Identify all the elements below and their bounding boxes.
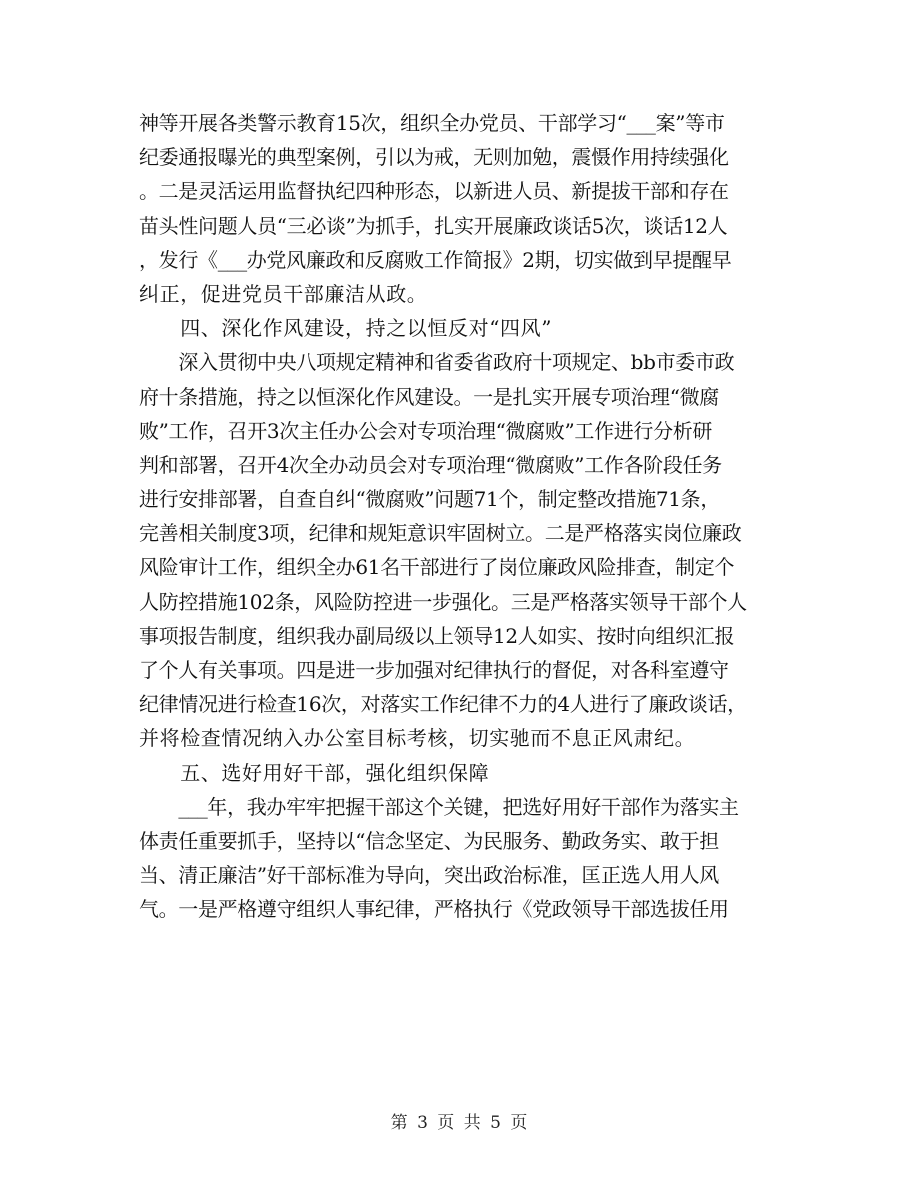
text-line: ，发行《___办党风廉政和反腐败工作简报》2期，切实做到早提醒早 [139,247,732,272]
text-line: 纪委通报曝光的典型案例，引以为戒，无则加勉，震慑作用持续强化 [139,145,729,170]
body-text [139,106,789,927]
text-line: 风险审计工作，组织全办61名干部进行了岗位廉政风险排查，制定个 [139,555,735,580]
text-line: 进行安排部署，自查自纠“微腐败”问题71个，制定整改措施71条， [139,487,721,512]
text-line: ___年，我办牢牢把握干部这个关键，把选好用好干部作为落实主 [139,794,739,819]
text-line: 神等开展各类警示教育15次，组织全办党员、干部学习“___案”等市 [139,111,725,135]
text-line: 纠正，促进党员干部廉洁从政。 [139,281,428,306]
text-line: 完善相关制度3项，纪律和规矩意识牢固树立。二是严格落实岗位廉政 [139,521,742,546]
text-line: 判和部署，召开4次全办动员会对专项治理“微腐败”工作各阶段任务 [139,452,722,477]
text-line: 了个人有关事项。四是进一步加强对纪律执行的督促，对各科室遵守 [139,658,729,682]
text-line: 五、选好用好干部，强化组织保障 [139,760,490,785]
text-line: 事项报告制度，组织我办副局级以上领导12人如实、按时向组织汇报 [139,623,735,648]
text-line: 气。一是严格遵守组织人事纪律，严格执行《党政领导干部选拔任用 [139,897,729,922]
text-line: 府十条措施，持之以恒深化作风建设。一是扎实开展专项治理“微腐 [139,384,719,409]
text-line: 人防控措施102条，风险防控进一步强化。三是严格落实领导干部个人 [139,589,747,614]
text-line: 当、清正廉洁”好干部标准为导向，突出政治标准，匡正选人用人风 [139,863,719,888]
text-line: 败”工作，召开3次主任办公会对专项治理“微腐败”工作进行分析研 [139,418,713,443]
text-line: 。二是灵活运用监督执纪四种形态，以新进人员、新提拔干部和存在 [139,179,729,204]
text-line: 四、深化作风建设，持之以恒反对“四风” [139,316,553,341]
text-line: 并将检查情况纳入办公室目标考核，切实驰而不息正风肃纪。 [139,726,696,751]
text-line: 苗头性问题人员“三必谈”为抓手，扎实开展廉政谈话5次，谈话12人 [139,213,728,238]
text-line: 深入贯彻中央八项规定精神和省委省政府十项规定、bb市委市政 [139,350,735,375]
page-footer: 第 3 页 共 5 页 [390,1113,530,1133]
text-line: 纪律情况进行检查16次，对落实工作纪律不力的4人进行了廉政谈话， [139,692,747,717]
text-line: 体责任重要抓手，坚持以“信念坚定、为民服务、勤政务实、敢于担 [139,828,719,853]
